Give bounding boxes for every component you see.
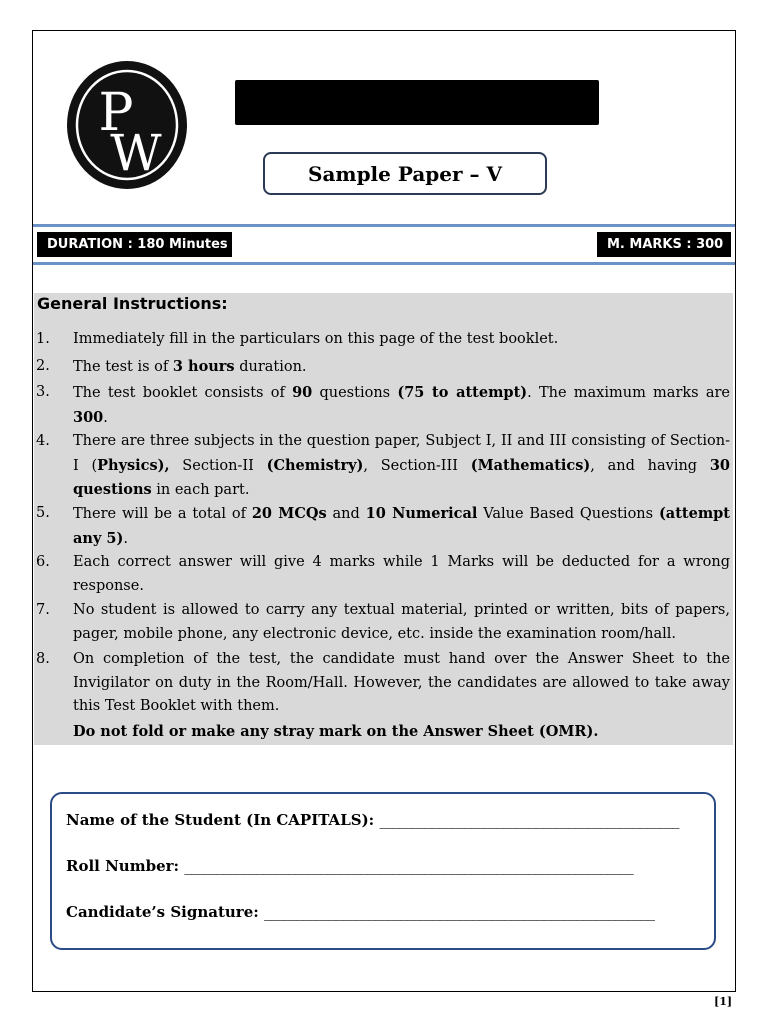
- signature-label: Candidate’s Signature:: [66, 903, 259, 921]
- pw-logo-icon: [66, 60, 188, 190]
- instruction-number: 2.: [36, 358, 50, 374]
- instructions-heading: General Instructions:: [37, 294, 228, 313]
- instruction-number: 1.: [36, 331, 50, 347]
- student-name-line[interactable]: ______________________________________________: [379, 811, 679, 829]
- signature-field[interactable]: [66, 903, 654, 921]
- instruction-text: No student is allowed to carry any textual material, printed or written, bits of papers, pager, mobile phone, any electronic device, etc. inside the examination room/hall.: [73, 602, 730, 642]
- roll-number-label: Roll Number:: [66, 857, 180, 875]
- instruction-number: 3.: [36, 384, 50, 400]
- redacted-banner: [235, 80, 599, 125]
- instruction-text: Each correct answer will give 4 marks while 1 Marks will be deducted for a wrong response.: [73, 554, 730, 594]
- roll-number-line[interactable]: _____________________________________________________________________: [184, 857, 633, 875]
- svg-text:W: W: [110, 124, 162, 182]
- page-number: [1]: [714, 995, 733, 1008]
- student-name-label: Name of the Student (In CAPITALS):: [66, 811, 375, 829]
- instruction-text: Immediately fill in the particulars on this page of the test booklet.: [73, 331, 559, 347]
- instruction-number: 4.: [36, 433, 50, 449]
- instruction-text: Do not fold or make any stray mark on the Answer Sheet (OMR).: [73, 723, 599, 740]
- instruction-number: 5.: [36, 505, 50, 521]
- divider-bottom: [33, 262, 735, 265]
- instruction-text: The test booklet consists of 90 questions (75 to attempt). The maximum marks are 300.: [73, 384, 730, 426]
- instructions-panel: [34, 293, 733, 745]
- student-name-field[interactable]: [66, 811, 678, 829]
- divider-top: [33, 224, 735, 227]
- signature-line[interactable]: ____________________________________________________________: [264, 903, 655, 921]
- instruction-number: 7.: [36, 602, 50, 618]
- roll-number-field[interactable]: [66, 857, 633, 875]
- instruction-number: 6.: [36, 554, 50, 570]
- svg-text:P: P: [98, 83, 134, 143]
- max-marks-badge: M. MARKS : 300: [597, 232, 731, 257]
- instruction-text: There will be a total of 20 MCQs and 10 Numerical Value Based Questions (attempt any 5).: [73, 505, 730, 547]
- instruction-number: 8.: [36, 651, 50, 667]
- candidate-details-form: [50, 792, 716, 950]
- instruction-text: There are three subjects in the question paper, Subject I, II and III consisting of Section-I (Physics), Section-II (Chemistry), Section-III (Mathematics), and having 30 questions in each part.: [73, 433, 730, 498]
- instruction-text: On completion of the test, the candidate must hand over the Answer Sheet to the Invigilator on duty in the Room/Hall. However, the candidates are allowed to take away this Test Booklet with them.: [73, 651, 730, 714]
- duration-badge: DURATION : 180 Minutes: [37, 232, 232, 257]
- instruction-text: The test is of 3 hours duration.: [73, 358, 307, 375]
- paper-title: Sample Paper – V: [263, 152, 547, 195]
